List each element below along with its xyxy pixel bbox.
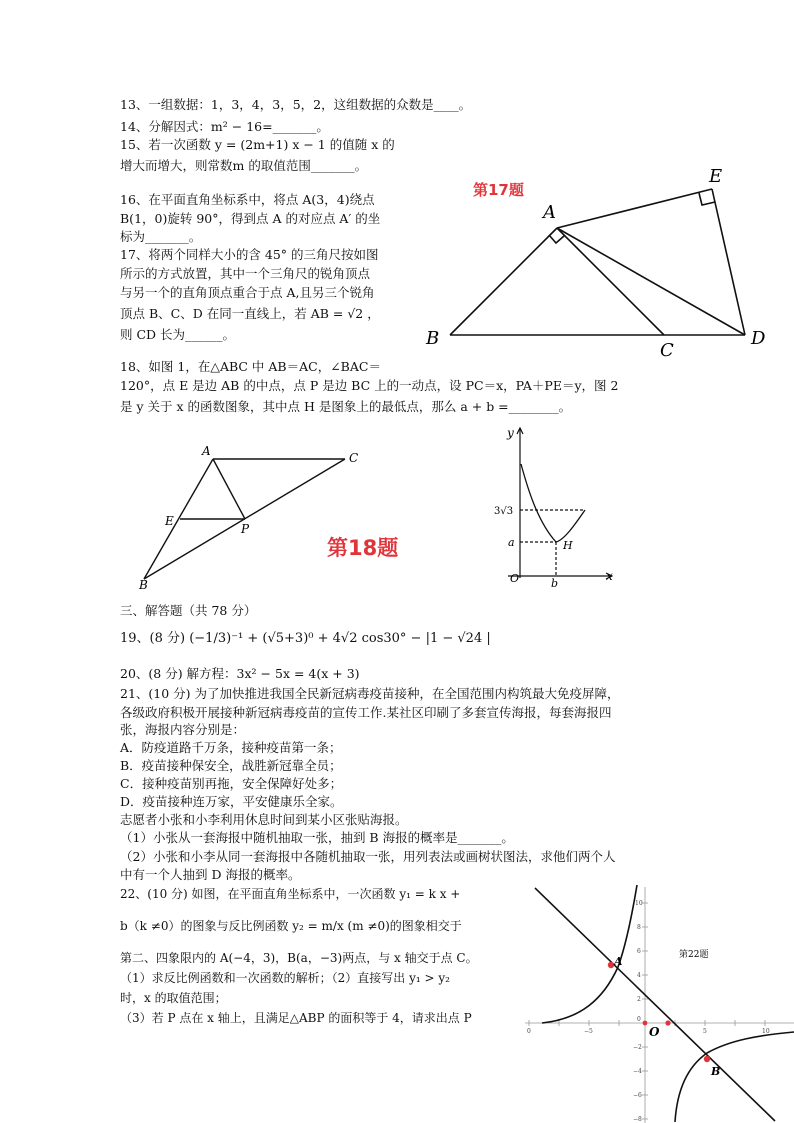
- fig22-tick-y-n4: −4: [633, 1068, 642, 1075]
- q21-line4: 志愿者小张和小李利用休息时间到某小区张贴海报。: [120, 812, 408, 827]
- fig18-label-P: P: [241, 522, 250, 536]
- fig22-tick-x-1: −5: [584, 1028, 593, 1035]
- q22-line6: （3）若 P 点在 x 轴上，且满足△ABP 的面积等于 4，请求出点 P: [120, 1011, 472, 1025]
- fig18-label-H: H: [563, 539, 573, 552]
- q21-option-d: D．疫苗接种连万家，平安健康乐全家。: [120, 794, 343, 809]
- fig22-label-O: O: [649, 1025, 660, 1039]
- fig22-tick-x-2: 5: [703, 1028, 707, 1035]
- fig22-tick-y-6: 6: [637, 948, 641, 955]
- fig17-line-ED: [712, 189, 745, 335]
- fig22-tick-x-0: 0: [527, 1028, 531, 1035]
- q22-line5: 时，x 的取值范围；: [120, 991, 227, 1005]
- fig18-axis-x: x: [606, 569, 613, 583]
- q21-option-b: B．疫苗接种保安全，战胜新冠靠全员；: [120, 758, 342, 773]
- fig17-line-AB: [450, 228, 557, 335]
- q21-line3: 张，海报内容分别是：: [120, 722, 246, 737]
- fig22-tick-y-n8: −8: [633, 1116, 642, 1123]
- q13: 13、一组数据：1，3，4，3，5，2，这组数据的众数是____。: [120, 97, 472, 112]
- fig18-origin: O: [510, 572, 520, 585]
- fig17-title: 第17题: [473, 181, 524, 199]
- q21-line2: 各级政府积极开展接种新冠病毒疫苗的宣传工作.某社区印刷了多套宣传海报，每套海报四: [120, 705, 612, 720]
- q22-line2: b（k ≠0）的图象与反比例函数 y₂ = m/x (m ≠0)的图象相交于: [120, 919, 462, 933]
- fig18-title: 第18题: [327, 536, 399, 560]
- fig17-diagram: [420, 160, 780, 361]
- q17-line4: 顶点 B、C、D 在同一直线上，若 AB = √2 ，: [120, 306, 380, 321]
- q21-line1: 21、(10 分) 为了加快推进我国全民新冠病毒疫苗接种，在全国范围内构筑最大免疫屏障，: [120, 686, 620, 701]
- q17-line3: 与另一个的直角顶点重合于点 A,且另三个锐角: [120, 285, 375, 300]
- section-3-title: 三、解答题（共 78 分）: [120, 603, 257, 618]
- fig22-point-B: [704, 1056, 710, 1062]
- fig17-line-AD: [557, 228, 745, 335]
- q21-line5: （1）小张从一套海报中随机抽取一张，抽到 B 海报的概率是_______。: [120, 830, 514, 845]
- fig18-label-E: E: [165, 514, 174, 528]
- q20: 20、(8 分) 解方程：3x² − 5x = 4(x + 3): [120, 666, 360, 681]
- q18-line2: 120°，点 E 是边 AB 的中点，点 P 是边 BC 上的一动点，设 PC＝x，PA＋PE＝y，图 2: [120, 378, 619, 393]
- fig22-tick-y-0: 0: [637, 1016, 641, 1023]
- fig22-tick-y-4: 4: [637, 972, 641, 979]
- fig17-right-angle-A: [549, 235, 564, 243]
- fig18-triangle: [135, 440, 375, 590]
- fig18-label-3r3: 3√3: [494, 506, 514, 517]
- fig17-label-A: A: [543, 202, 556, 223]
- fig18-line-AP: [213, 459, 245, 519]
- fig22-tick-y-2: 2: [637, 996, 641, 1003]
- fig18-curve: [521, 464, 585, 542]
- q21-option-c: C．接种疫苗别再拖，安全保障好处多；: [120, 776, 343, 791]
- q15-line2: 增大而增大，则常数m 的取值范围_______。: [120, 158, 368, 173]
- q21-line6: （2）小张和小李从同一套海报中各随机抽取一张，用列表法或画树状图法，求他们两个人: [120, 849, 616, 864]
- fig18-label-a: a: [508, 536, 515, 549]
- fig18-graph: [490, 422, 630, 592]
- fig17-label-D: D: [751, 328, 766, 349]
- fig17-line-AE: [557, 189, 712, 228]
- fig22-label-B: B: [711, 1065, 721, 1078]
- q15-line1: 15、若一次函数 y = (2m+1) x − 1 的值随 x 的: [120, 137, 395, 152]
- q16-line2: B(1，0)旋转 90°，得到点 A 的对应点 A′ 的坐: [120, 211, 381, 226]
- q21-line7: 中有一个人抽到 D 海报的概率。: [120, 867, 301, 882]
- fig18-label-b: b: [551, 577, 559, 590]
- fig22-tick-y-10: 10: [635, 900, 643, 907]
- fig22-linear-line: [535, 888, 775, 1121]
- fig18-label-B: B: [139, 578, 148, 592]
- fig22-hyperbola-q4: [675, 1032, 794, 1122]
- q19: 19、(8 分) (−1/3)⁻¹ + (√5+3)⁰ + 4√2 cos30° − |1 − √24 |: [120, 631, 491, 646]
- fig22-point-origin: [643, 1021, 648, 1026]
- q22-line1: 22、(10 分) 如图，在平面直角坐标系中，一次函数 y₁ = k x +: [120, 887, 461, 901]
- q21-option-a: A．防疫道路千万条，接种疫苗第一条；: [120, 740, 342, 755]
- q14: 14、分解因式：m² − 16=_______。: [120, 119, 329, 134]
- q17-line2: 所示的方式放置，其中一个三角尺的锐角顶点: [120, 266, 371, 281]
- fig22-label-A: A: [614, 955, 623, 968]
- fig18-axis-y: y: [507, 426, 514, 440]
- fig22-point-C: [665, 1020, 670, 1025]
- fig18-label-A: A: [202, 444, 211, 458]
- fig22-title: 第22题: [679, 950, 709, 960]
- q22-line3: 第二、四象限内的 A(−4，3)，B(a，−3)两点，与 x 轴交于点 C。: [120, 951, 478, 965]
- q16-line1: 16、在平面直角坐标系中，将点 A(3，4)绕点: [120, 192, 375, 207]
- fig22-hyperbola-q2: [542, 885, 637, 1023]
- fig22-tick-y-8: 8: [637, 924, 641, 931]
- q16-line3: 标为_______。: [120, 229, 202, 244]
- q17-line1: 17、将两个同样大小的含 45° 的三角尺按如图: [120, 247, 379, 262]
- q17-line5: 则 CD 长为______。: [120, 327, 236, 342]
- fig17-label-C: C: [660, 340, 674, 361]
- fig18-label-C: C: [349, 451, 359, 465]
- fig22-graph: [525, 885, 794, 1123]
- fig17-label-B: B: [426, 328, 440, 349]
- q18-line3: 是 y 关于 x 的函数图象，其中点 H 是图象上的最低点，那么 a + b =________。: [120, 399, 572, 414]
- fig22-tick-x-3: 10: [762, 1028, 770, 1035]
- q22-line4: （1）求反比例函数和一次函数的解析；（2）直接写出 y₁ > y₂: [120, 971, 450, 985]
- fig17-label-E: E: [709, 166, 723, 187]
- q18-line1: 18、如图 1，在△ABC 中 AB＝AC，∠BAC＝: [120, 359, 381, 374]
- fig17-line-AC: [557, 228, 664, 335]
- fig22-tick-y-n6: −6: [633, 1092, 642, 1099]
- fig22-tick-y-n2: −2: [633, 1044, 642, 1051]
